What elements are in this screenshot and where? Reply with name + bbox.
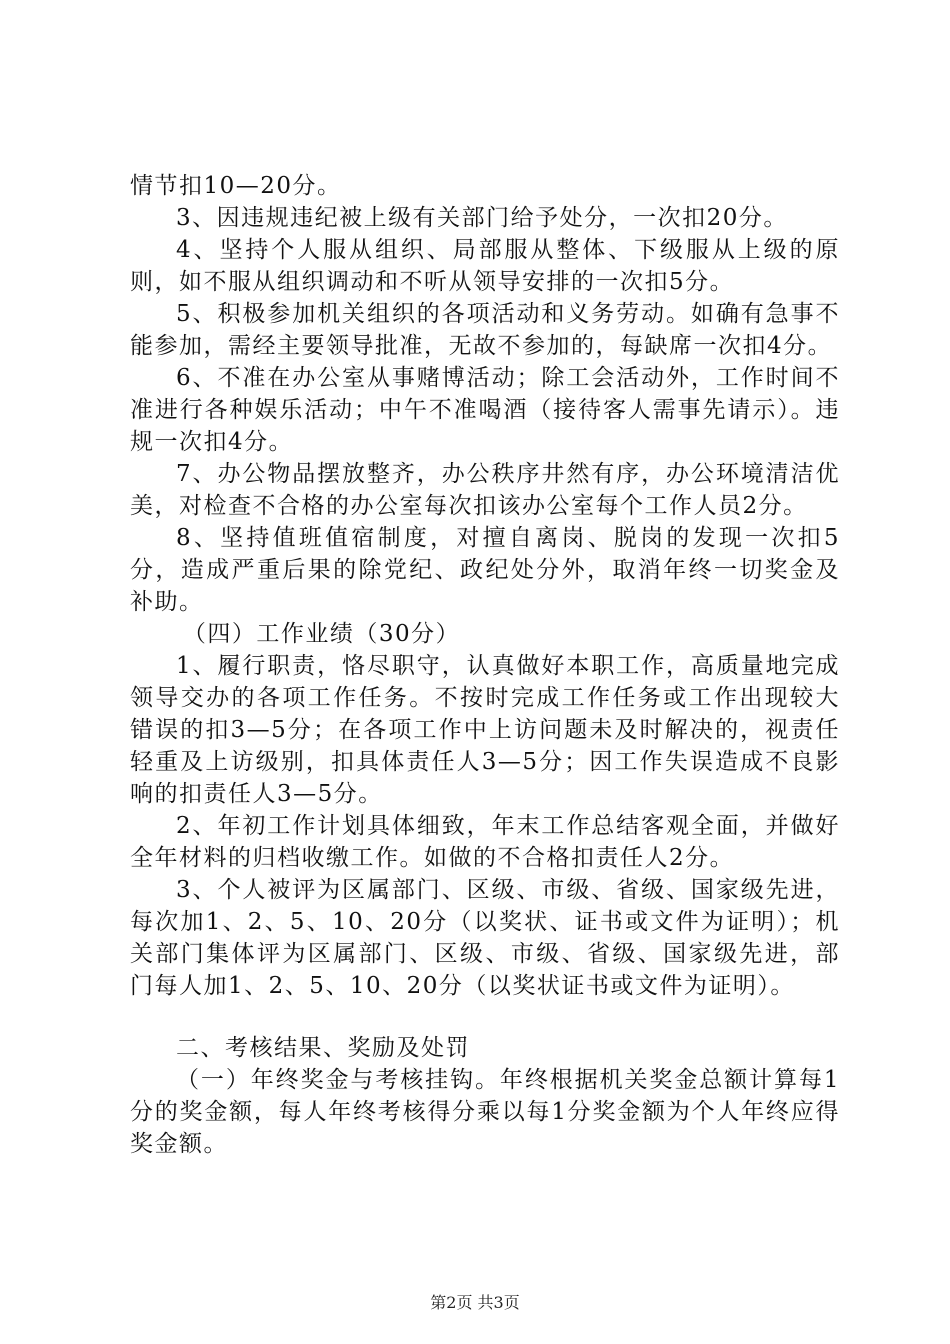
paragraph-item-6: 6、不准在办公室从事赌博活动；除工会活动外，工作时间不准进行各种娱乐活动；中午不准喝酒（接待客人需事先请示）。违规一次扣4分。 — [130, 365, 840, 455]
paragraph-continuation: 情节扣10—20分。 — [130, 173, 342, 199]
paragraph-performance-2: 2、年初工作计划具体细致，年末工作总结客观全面，并做好全年材料的归档收缴工作。如做的不合格扣责任人2分。 — [130, 813, 840, 871]
section-heading-results: 二、考核结果、奖励及处罚 — [176, 1035, 470, 1061]
page-number-footer: 第2页 共3页 — [430, 1293, 520, 1312]
paragraph-item-7: 7、办公物品摆放整齐，办公秩序井然有序，办公环境清洁优美，对检查不合格的办公室每次扣该办公室每个工作人员2分。 — [130, 461, 840, 519]
section-spacer — [130, 1002, 840, 1032]
section-heading-work-performance: （四）工作业绩（30分） — [182, 621, 461, 647]
paragraph-item-5: 5、积极参加机关组织的各项活动和义务劳动。如确有急事不能参加，需经主要领导批准，无故不参加的，每缺席一次扣4分。 — [130, 301, 840, 359]
paragraph-results-1: （一）年终奖金与考核挂钩。年终根据机关奖金总额计算每1分的奖金额，每人年终考核得分乘以每1分奖金额为个人年终应得奖金额。 — [130, 1067, 840, 1157]
paragraph-item-8: 8、坚持值班值宿制度，对擅自离岗、脱岗的发现一次扣5分，造成严重后果的除党纪、政纪处分外，取消年终一切奖金及补助。 — [130, 525, 840, 615]
paragraph-performance-1: 1、履行职责，恪尽职守，认真做好本职工作，高质量地完成领导交办的各项工作任务。不按时完成工作任务或工作出现较大错误的扣3—5分；在各项工作中上访问题未及时解决的，视责任轻重及上访级别，扣具体责任人3—5分；因工作失误造成不良影响的扣责任人3—5分。 — [130, 653, 840, 807]
paragraph-item-3: 3、因违规违纪被上级有关部门给予处分，一次扣20分。 — [176, 205, 788, 231]
paragraph-performance-3: 3、个人被评为区属部门、区级、市级、省级、国家级先进，每次加1、2、5、10、20分（以奖状、证书或文件为证明）；机关部门集体评为区属部门、区级、市级、省级、国家级先进，部门每人加1、2、5、10、20分（以奖状证书或文件为证明）。 — [130, 877, 840, 999]
document-body — [130, 170, 840, 1160]
paragraph-item-4: 4、坚持个人服从组织、局部服从整体、下级服从上级的原则，如不服从组织调动和不听从领导安排的一次扣5分。 — [130, 237, 840, 295]
